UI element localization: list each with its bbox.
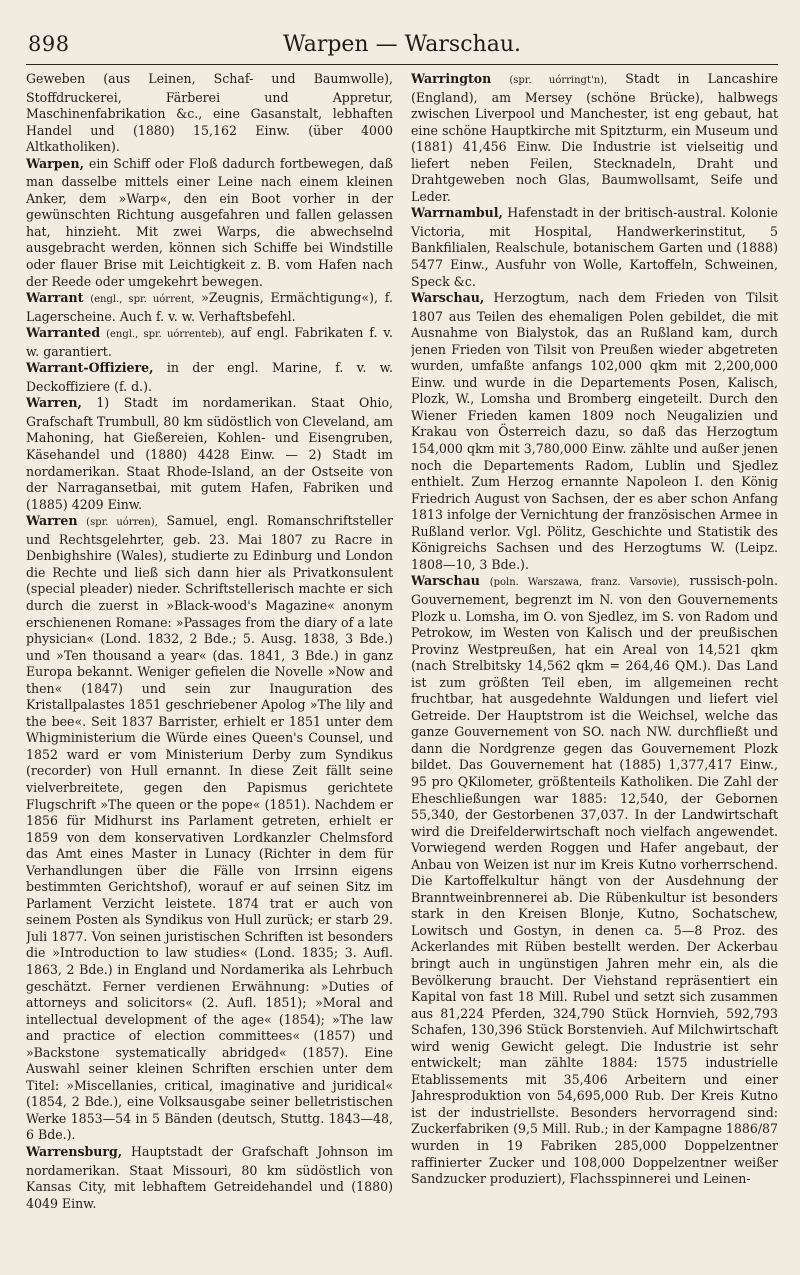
lexicon-entry	[411, 573, 778, 1187]
lexicon-entry	[411, 205, 778, 290]
lexicon-entry	[26, 290, 393, 325]
lexicon-entry	[26, 156, 393, 290]
entry-text: Hauptstadt der Grafschaft Johnson im nordamerikan. Staat Missouri, 80 km südöstlich von Kansas City, mit lebhaftem Getreidehandel und (1880) 4049 Einw.	[26, 1144, 393, 1211]
entry-headword: Warschau	[411, 573, 480, 589]
entry-headword: Warrant-Offiziere,	[26, 360, 154, 376]
entry-headword: Warrant	[26, 290, 84, 306]
entry-headword: Warranted	[26, 325, 101, 341]
running-title: Warpen — Warschau.	[283, 32, 521, 57]
entry-headword: Warrensburg,	[26, 1144, 123, 1159]
lexicon-entry	[26, 513, 393, 1144]
entry-headword: Warschau,	[411, 290, 485, 306]
entry-text: Samuel, engl. Romanschriftsteller und Rechtsgelehrter, geb. 23. Mai 1807 zu Racre in Denbighshire (Wales), studierte zu Edinburg und London die Rechte und ließ sich dann hier als Privatkonsulent (special pleader) nieder. Schriftstellerisch machte er sich durch die zuerst in »Black-wood's Magazine« anonym erschienenen Romane: »Passages from the diary of a late physician« (Lond. 1832, 2 Bde.; 5. Ausg. 1838, 3 Bde.) und »Ten thousand a year« (das. 1841, 3 Bde.) in ganz Europa bekannt. Weniger gefielen die Novelle »Now and then« (1847) und sein zur Inauguration des Kristallpalastes 1851 geschriebener Apolog »The lily and the bee«. Seit 1837 Barrister, erhielt er 1851 unter dem Whigministerium die Würde eines Queen's Counsel, und 1852 ward er vom Ministerium Derby zum Syndikus (recorder) von Hull ernannt. In diese Zeit fällt seine vielverbreitete, gegen den Papismus gerichtete Flugschrift »The queen or the pope« (1851). Nachdem er 1856 für Midhurst ins Parlament getreten, erhielt er 1859 von dem konservativen Lordkanzler Chelmsford das Amt eines Master in Lunacy (Richter in dem für Verhandlungen über die Fälle von Irrsinn eigens bestimmten Gerichtshof), worauf er auf seinen Sitz im Parlament Verzicht leistete. 1874 trat er auch von seinem Posten als Syndikus von Hull zurück; er starb 29. Juli 1877. Von seinen juristischen Schriften ist besonders die »Introduction to law studies« (Lond. 1835; 3. Aufl. 1863, 2 Bde.) in England und Nordamerika als Lehrbuch geschätzt. Ferner verdienen Erwähnung: »Duties of attorneys and solicitors« (2. Aufl. 1851); »Moral and intellectual development of the age« (1854); »The law and practice of election committees« (1857) und »Backstone systematically abridged« (1857). Eine Auswahl seiner kleinen Schriften erschien unter dem Titel: »Miscellanies, critical, imaginative and juridical« (1854, 2 Bde.), eine Volksausgabe seiner belletristischen Werke 1853—54 in 5 Bänden (deutsch, Stuttg. 1843—48, 6 Bde.).	[26, 513, 393, 1143]
page-header	[26, 28, 778, 65]
entry-text: auf engl. Fabrikaten f. v. w. garantiert.	[26, 325, 393, 359]
entry-text: 1) Stadt im nordamerikan. Staat Ohio, Grafschaft Trumbull, 80 km südöstlich von Cleveland, am Mahoning, hat Gießereien, Kohlen- und Eisengruben, Käsehandel und (1880) 4428 Einw. — 2) Stadt im nordamerikan. Staat Rhode-Island, an der Ostseite von der Narragansetbai, mit gutem Hafen, Fabriken und (1885) 4209 Einw.	[26, 395, 393, 512]
lexicon-entry	[26, 71, 393, 156]
entry-pronunciation: (engl., spr. uórrent,	[90, 294, 195, 306]
entry-text: Geweben (aus Leinen, Schaf- und Baumwolle), Stoffdruckerei, Färberei und Appretur, Maschinenfabrikation &c., eine Gasanstalt, lebhaften Handel und (1880) 15,162 Einw. (über 4000 Altkatholiken).	[26, 71, 393, 155]
text-columns	[26, 71, 778, 1251]
entry-headword: Warren,	[26, 395, 82, 411]
entry-text: in der engl. Marine, f. v. w. Deckoffiziere (f. d.).	[26, 360, 393, 394]
lexicon-entry	[411, 290, 778, 573]
page-number: 898	[28, 32, 70, 56]
entry-text: Stadt in Lancashire (England), am Mersey (schöne Brücke), halbwegs zwischen Liverpool und Manchester, ist eng gebaut, hat eine schöne Hauptkirche mit Spitzturm, ein Museum und (1881) 41,456 Einw. Die Industrie ist vielseitig und liefert neben Feilen, Stecknadeln, Draht und Drahtgeweben noch Glas, Baumwollsamt, Seife und Leder.	[411, 71, 778, 204]
entry-pronunciation: (poln. Warszawa, franz. Varsovie),	[489, 577, 680, 589]
entry-headword: Warpen,	[26, 155, 84, 171]
left-column	[26, 71, 393, 1251]
entry-pronunciation: (spr. uórringt'n),	[509, 75, 608, 86]
entry-text: russisch-poln. Gouvernement, begrenzt im N. von den Gouvernements Plozk u. Lomsha, im O. von Sjedlez, im S. von Radom und Petrokow, im Westen von Kalisch und der preußischen Provinz Westpreußen, hat ein Areal von 14,521 qkm (nach Strelbitsky 14,562 qkm = 264,46 QM.). Das Land ist zum größten Teil eben, im allgemeinen recht fruchtbar, hat ausgedehnte Waldungen und liefert viel Getreide. Der Hauptstrom ist die Weichsel, welche das ganze Gouvernement von SO. nach NW. durchfließt und dann die Nordgrenze gegen das Gouvernement Plozk bildet. Das Gouvernement hat (1885) 1,377,417 Einw., 95 pro QKilometer, größtenteils Katholiken. Die Zahl der Eheschließungen war 1885: 12,540, der Gebornen 55,340, der Gestorbenen 37,037. In der Landwirtschaft wird die Dreifelderwirtschaft noch vielfach angewendet. Vorwiegend werden Roggen und Hafer angebaut, der Anbau von Weizen ist nur im Kreis Kutno vorherrschend. Die Kartoffelkultur hängt von der Ausdehnung der Branntweinbrennerei ab. Die Rübenkultur ist besonders stark in den Kreisen Blonje, Kutno, Sochatschew, Lowitsch und Gostyn, in denen ca. 5—8 Proz. des Ackerlandes mit Rüben bestellt werden. Der Ackerbau bringt auch in ungünstigen Jahren mehr ein, als die Bevölkerung braucht. Der Viehstand repräsentiert ein Kapital von fast 18 Mill. Rubel und setzt sich zusammen aus 81,224 Pferden, 324,790 Stück Hornvieh, 592,793 Schafen, 130,396 Stück Borstenvieh. Auf Milchwirtschaft wird wenig Gewicht gelegt. Die Industrie ist sehr entwickelt; man zählte 1884: 1575 industrielle Etablissements mit 35,406 Arbeitern und einer Jahresproduktion von 54,695,000 Rub. Der Kreis Kutno ist der industriellste. Besonders hervorragend sind: Zuckerfabriken (9,5 Mill. Rub.; in der Kampagne 1886/87 wurden in 19 Fabriken 285,000 Doppelzentner raffinierter Zucker und 108,000 Doppelzentner weißer Sandzucker produziert), Flachsspinnerei und Leinen-	[411, 573, 778, 1187]
entry-text: ein Schiff oder Floß dadurch fortbewegen, daß man dasselbe mittels einer Leine nach einem kleinen Anker, dem »Warp«, den ein Boot vorher in der gewünschten Richtung ausgefahren und fallen gelassen hat, hinzieht. Mit zwei Warps, die abwechselnd ausgebracht werden, können sich Schiffe bei Windstille oder flauer Brise mit Leichtigkeit z. B. vom Hafen nach der Reede oder umgekehrt bewegen.	[26, 155, 393, 289]
entry-pronunciation: (spr. uórren),	[86, 517, 158, 529]
lexicon-entry	[26, 325, 393, 360]
entry-text: Hafenstadt in der britisch-austral. Kolonie Victoria, mit Hospital, Handwerkerinstitut, 5 Bankfilialen, Realschule, botanischem Garten und (1888) 5477 Einw., Ausfuhr von Wolle, Kartoffeln, Schweinen, Speck &c.	[411, 205, 778, 289]
lexicon-entry	[26, 360, 393, 395]
entry-headword: Warrington	[411, 71, 492, 86]
entry-headword: Warren	[26, 513, 78, 529]
lexicon-entry	[26, 395, 393, 513]
entry-text: Herzogtum, nach dem Frieden von Tilsit 1807 aus Teilen des ehemaligen Polen gebildet, die mit Ausnahme von Bialystok, das an Rußland kam, durch jenen Frieden von Tilsit von Preußen wieder abgetreten wurden, umfaßte anfangs 102,000 qkm mit 2,200,000 Einw. und wurde in die Departements Posen, Kalisch, Plozk, W., Lomsha und Bromberg eingeteilt. Durch den Wiener Frieden kamen 1809 noch Neugalizien und Krakau von Österreich dazu, so daß das Herzogtum 154,000 qkm mit 3,780,000 Einw. zählte und außer jenen noch die Departements Radom, Lublin und Sjedlez enthielt. Zum Herzog ernannte Napoleon I. den König Friedrich August von Sachsen, der es aber schon Anfang 1813 infolge der Vernichtung der französischen Armee in Rußland verlor. Vgl. Pölitz, Geschichte und Statistik des Königreichs Sachsen und des Herzogtums W. (Leipz. 1808—10, 3 Bde.).	[411, 290, 778, 572]
right-column	[411, 71, 778, 1251]
lexicon-entry	[26, 1144, 393, 1212]
entry-pronunciation: (engl., spr. uórrenteb),	[106, 329, 225, 341]
entry-text: »Zeugnis, Ermächtigung«), f. Lagerscheine. Auch f. v. w. Verhaftsbefehl.	[26, 290, 393, 324]
lexicon-entry	[411, 71, 778, 205]
entry-headword: Warrnambul,	[411, 205, 503, 221]
